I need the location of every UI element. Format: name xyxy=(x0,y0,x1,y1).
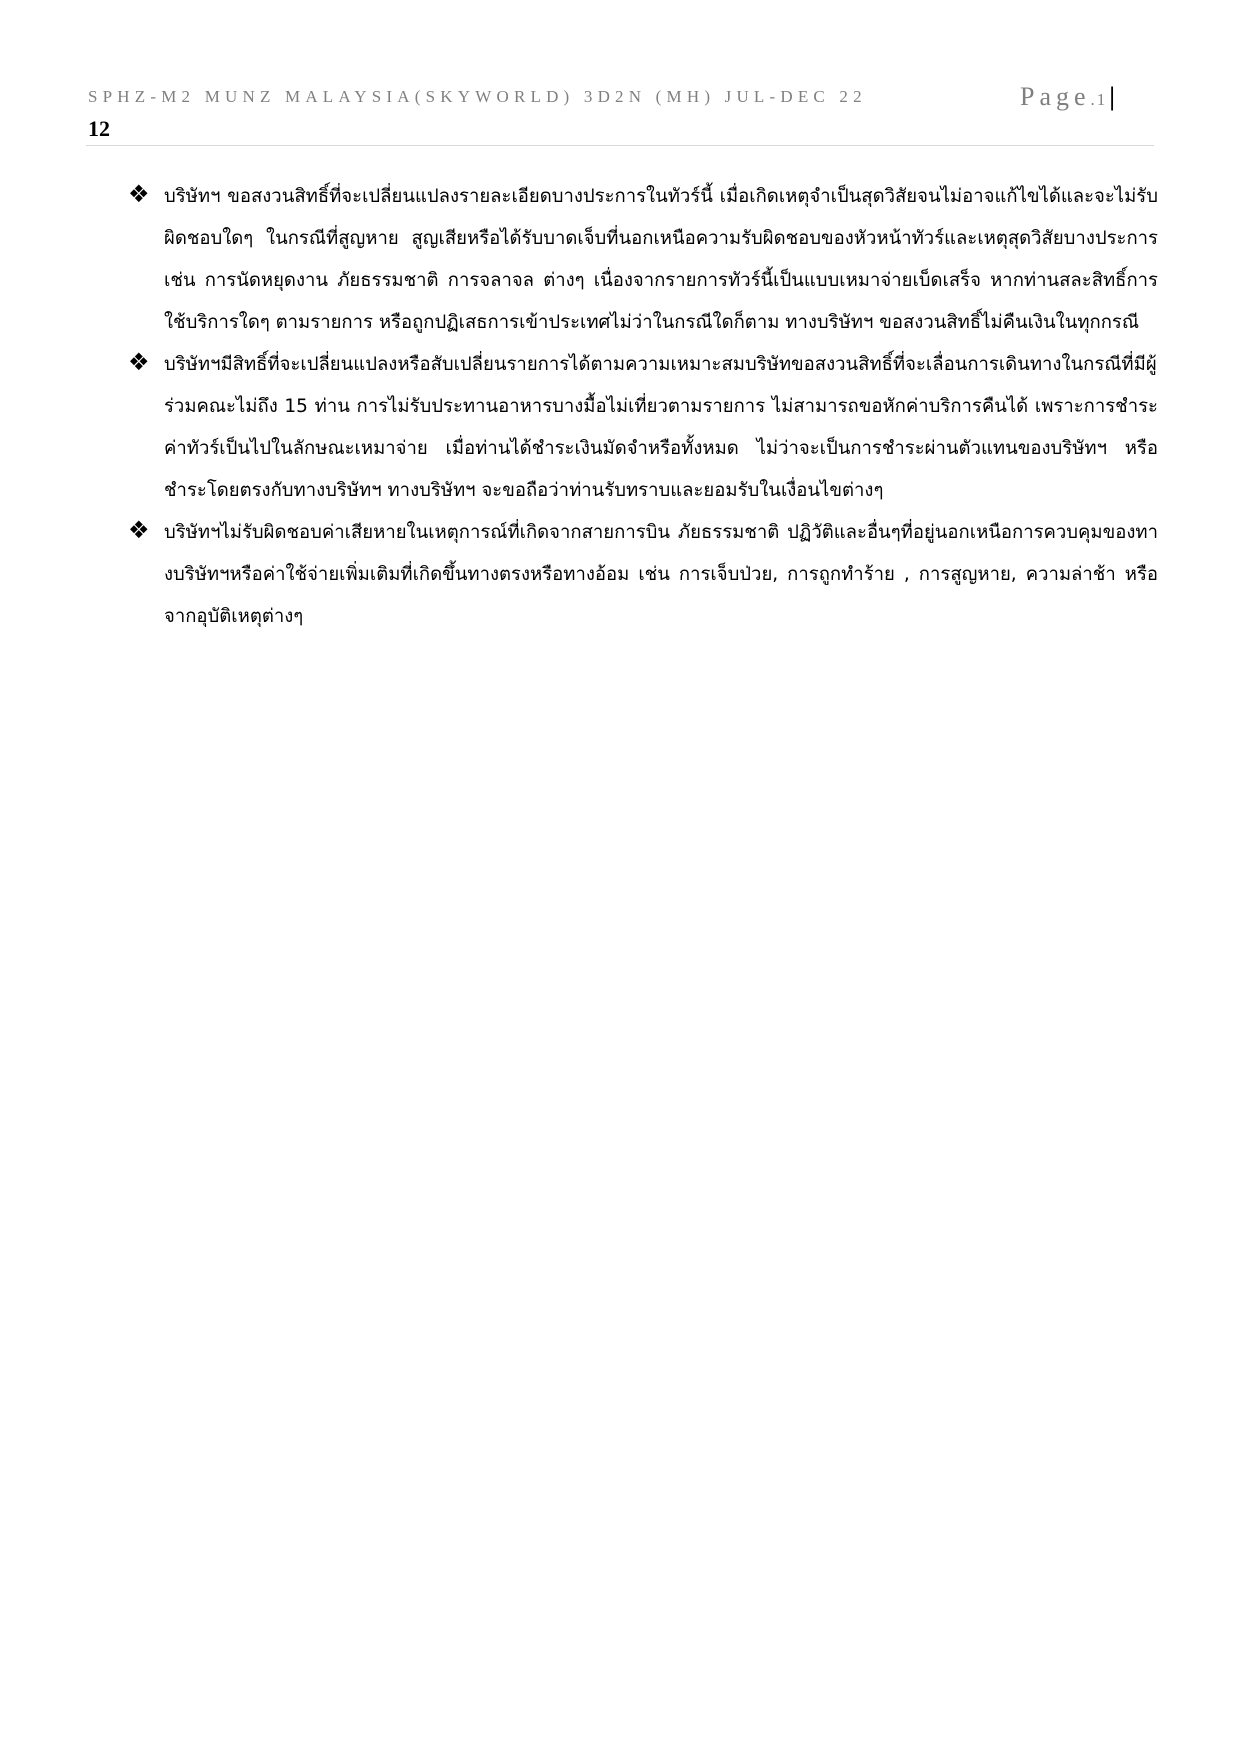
term-text: บริษัทฯไม่รับผิดชอบค่าเสียหายในเหตุการณ์ที่เกิดจากสายการบิน ภัยธรรมชาติ ปฏิวัติและอื่นๆที่อยู่นอกเหนือการควบคุมของทางบริษัทฯหรือค่าใช้จ่ายเพิ่มเติมที่เกิดขึ้นทางตรงหรือทางอ้อม เช่น การเจ็บป่วย, การถูกทำร้าย , การสูญหาย, ความล่าช้า หรือจากอุบัติเหตุต่างๆ xyxy=(164,522,1158,627)
page-separator: | xyxy=(1109,82,1121,111)
header-divider xyxy=(86,145,1154,146)
term-item xyxy=(128,512,1158,638)
term-item xyxy=(128,176,1158,344)
term-text: บริษัทฯ ขอสงวนสิทธิ์ที่จะเปลี่ยนแปลงรายละเอียดบางประการในทัวร์นี้ เมื่อเกิดเหตุจำเป็นสุดวิสัยจนไม่อาจแก้ไขได้และจะไม่รับผิดชอบใดๆ ในกรณีที่สูญหาย สูญเสียหรือได้รับบาดเจ็บที่นอกเหนือความรับผิดชอบของหัวหน้าทัวร์และเหตุสุดวิสัยบางประการ เช่น การนัดหยุดงาน ภัยธรรมชาติ การจลาจล ต่างๆ เนื่องจากรายการทัวร์นี้เป็นแบบเหมาจ่ายเบ็ดเสร็จ หากท่านสละสิทธิ์การใช้บริการใดๆ ตามรายการ หรือถูกปฏิเสธการเข้าประเทศไม่ว่าในกรณีใดก็ตาม ทางบริษัทฯ ขอสงวนสิทธิ์ไม่คืนเงินในทุกกรณี xyxy=(164,186,1158,333)
document-title: SPHZ-M2 MUNZ MALAYSIA(SKYWORLD) 3D2N (MH) JUL-DEC 22 xyxy=(88,87,867,106)
diamond-bullet-icon: ❖ xyxy=(128,516,150,544)
terms-list xyxy=(128,176,1158,638)
diamond-bullet-icon: ❖ xyxy=(128,348,150,376)
term-text: บริษัทฯมีสิทธิ์ที่จะเปลี่ยนแปลงหรือสับเปลี่ยนรายการได้ตามความเหมาะสมบริษัทขอสงวนสิทธิ์ที่จะเลื่อนการเดินทางในกรณีที่มีผู้ร่วมคณะไม่ถึง 15 ท่าน การไม่รับประทานอาหารบางมื้อไม่เที่ยวตามรายการ ไม่สามารถขอหักค่าบริการคืนได้ เพราะการชำระค่าทัวร์เป็นไปในลักษณะเหมาจ่าย เมื่อท่านได้ชำระเงินมัดจำหรือทั้งหมด ไม่ว่าจะเป็นการชำระผ่านตัวแทนของบริษัทฯ หรือชำระโดยตรงกับทางบริษัทฯ ทางบริษัทฯ จะขอถือว่าท่านรับทราบและยอมรับในเงื่อนไขต่างๆ xyxy=(164,354,1158,501)
diamond-bullet-icon: ❖ xyxy=(128,180,150,208)
total-pages: 12 xyxy=(88,116,110,141)
term-item xyxy=(128,344,1158,512)
page-label: Page xyxy=(1020,82,1091,111)
page-number: .1 xyxy=(1090,90,1108,109)
page-indicator xyxy=(1020,82,1120,112)
